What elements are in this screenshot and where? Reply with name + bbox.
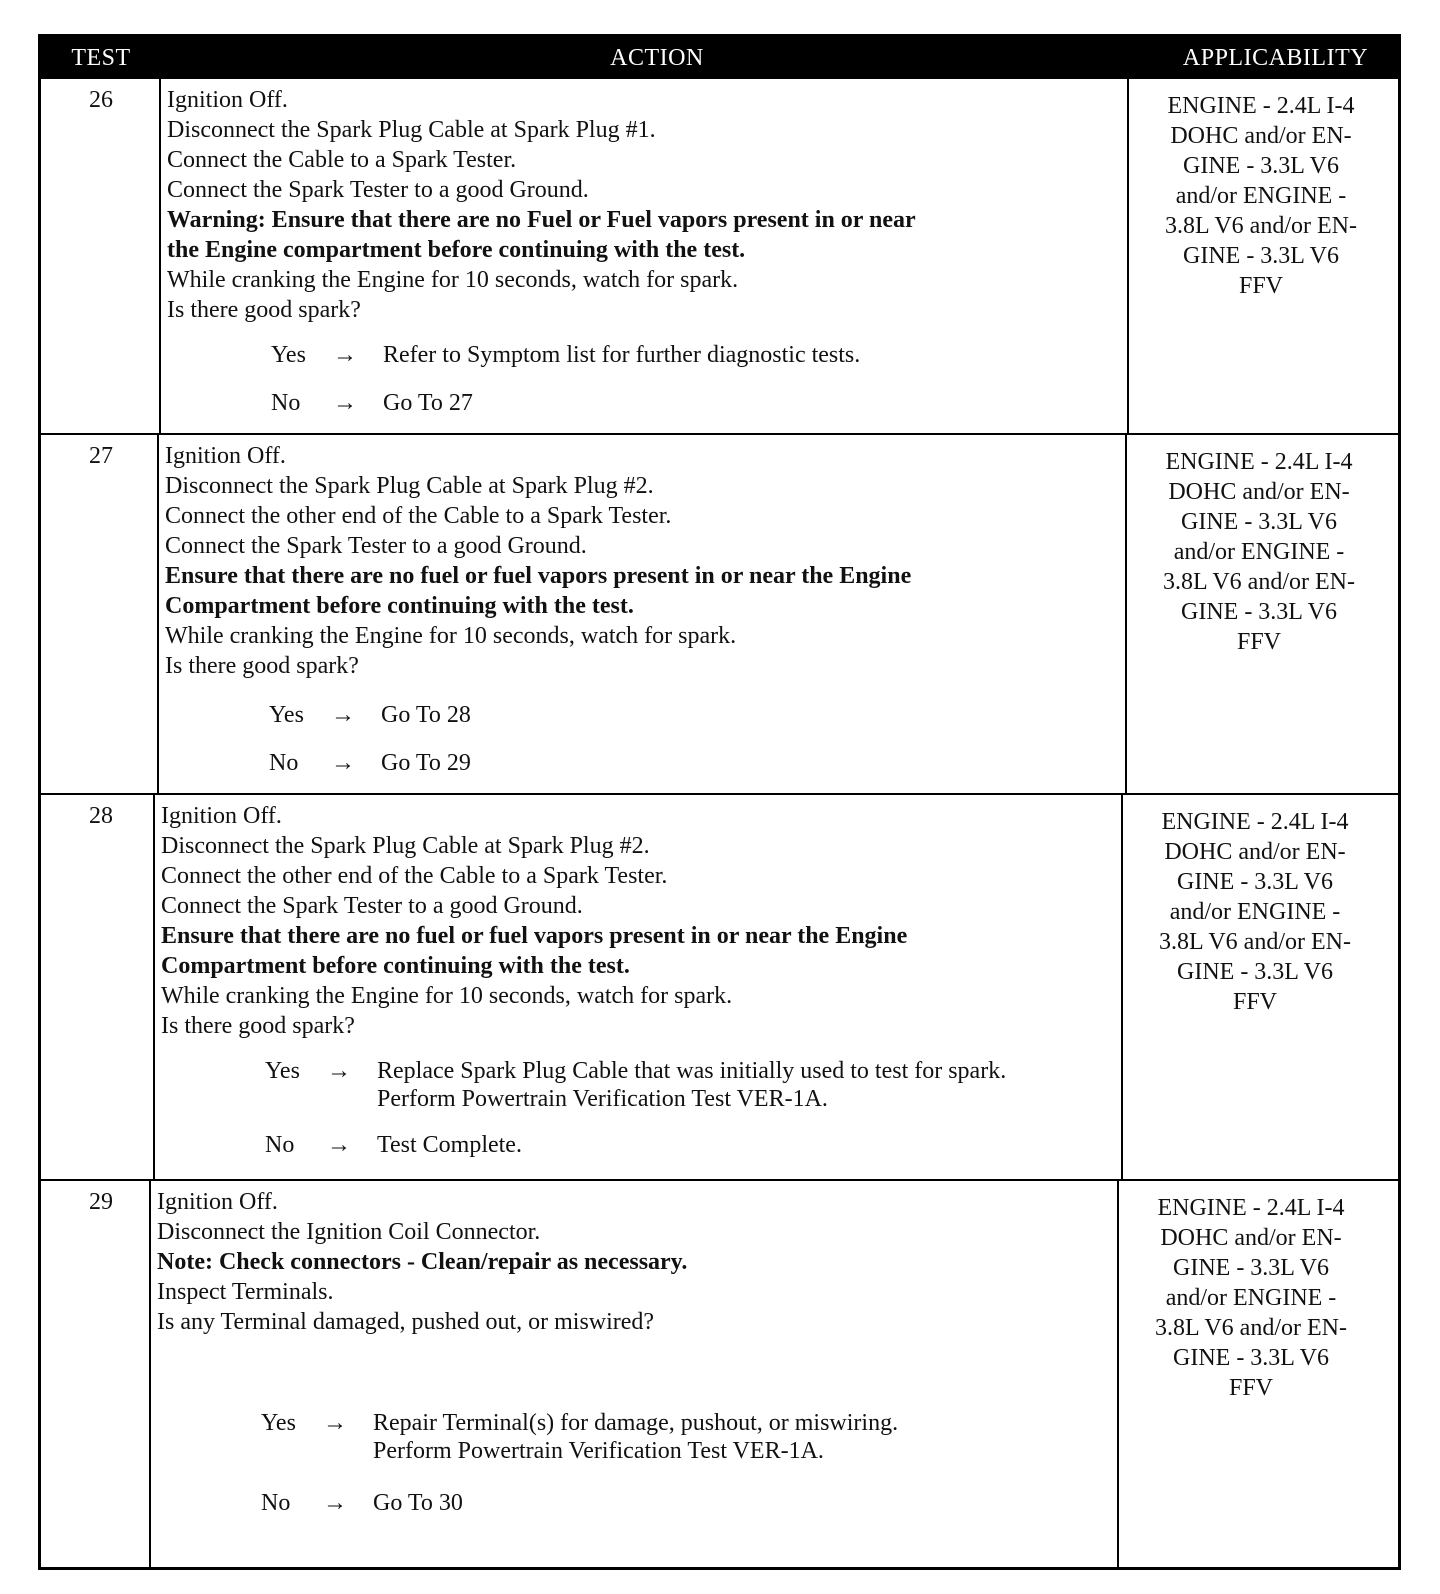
test-row bbox=[41, 1179, 1398, 1567]
arrow-icon: → bbox=[323, 1410, 347, 1436]
result-line: Perform Powertrain Verification Test VER-1A. bbox=[377, 1086, 828, 1112]
yes-result bbox=[377, 1057, 1006, 1113]
action-text bbox=[157, 1187, 687, 1337]
result-line: Go To 27 bbox=[383, 390, 473, 416]
result-line: Go To 28 bbox=[381, 702, 471, 728]
applicability-line: DOHC and/or EN- bbox=[1160, 1225, 1342, 1251]
arrow-icon: → bbox=[327, 1058, 351, 1084]
action-line: While cranking the Engine for 10 seconds, watch for spark. bbox=[165, 623, 737, 649]
applicability-line: GINE - 3.3L V6 bbox=[1181, 599, 1337, 625]
no-result bbox=[381, 749, 471, 777]
action-line: Connect the Spark Tester to a good Ground. bbox=[161, 893, 583, 919]
test-row bbox=[41, 793, 1398, 1179]
applicability-line: ENGINE - 2.4L I-4 bbox=[1165, 449, 1353, 475]
applicability-line: 3.8L V6 and/or EN- bbox=[1165, 213, 1357, 239]
table-header bbox=[41, 37, 1398, 79]
result-line: Replace Spark Plug Cable that was initially used to test for spark. bbox=[377, 1058, 1007, 1084]
applicability-line: 3.8L V6 and/or EN- bbox=[1163, 569, 1355, 595]
applicability-line: FFV bbox=[1228, 1375, 1274, 1401]
warning-line: Ensure that there are no fuel or fuel vapors present in or near the Engine bbox=[161, 923, 908, 949]
applicability-line: ENGINE - 2.4L I-4 bbox=[1161, 809, 1349, 835]
applicability-text bbox=[1133, 807, 1377, 1017]
no-label: No bbox=[271, 390, 301, 416]
action-line: Is any Terminal damaged, pushed out, or miswired? bbox=[157, 1309, 655, 1335]
test-number: 27 bbox=[89, 443, 113, 469]
test-row bbox=[41, 433, 1398, 793]
arrow-icon: → bbox=[331, 702, 355, 728]
result-line: Go To 29 bbox=[381, 750, 471, 776]
applicability-line: and/or ENGINE - bbox=[1165, 1285, 1337, 1311]
applicability-line: GINE - 3.3L V6 bbox=[1173, 1255, 1329, 1281]
applicability-line: DOHC and/or EN- bbox=[1164, 839, 1346, 865]
no-label: No bbox=[261, 1490, 291, 1516]
yes-result bbox=[373, 1409, 898, 1465]
arrow-icon: → bbox=[327, 1132, 351, 1158]
yes-label: Yes bbox=[261, 1410, 296, 1436]
warning-line: Warning: Ensure that there are no Fuel or Fuel vapors present in or near bbox=[167, 207, 916, 233]
column-divider bbox=[153, 795, 155, 1179]
applicability-line: 3.8L V6 and/or EN- bbox=[1159, 929, 1351, 955]
column-divider bbox=[1117, 1181, 1119, 1567]
action-line: Connect the other end of the Cable to a Spark Tester. bbox=[161, 863, 668, 889]
test-number: 26 bbox=[89, 87, 113, 113]
applicability-line: 3.8L V6 and/or EN- bbox=[1155, 1315, 1347, 1341]
applicability-line: GINE - 3.3L V6 bbox=[1183, 153, 1339, 179]
applicability-line: FFV bbox=[1236, 629, 1282, 655]
column-divider bbox=[157, 435, 159, 793]
arrow-icon: → bbox=[323, 1490, 347, 1516]
test-row bbox=[41, 79, 1398, 433]
yes-result bbox=[381, 701, 471, 729]
result-line: Repair Terminal(s) for damage, pushout, or miswiring. bbox=[373, 1410, 899, 1436]
result-line: Refer to Symptom list for further diagnostic tests. bbox=[383, 342, 861, 368]
action-line: Inspect Terminals. bbox=[157, 1279, 334, 1305]
arrow-icon: → bbox=[333, 342, 357, 368]
result-line: Perform Powertrain Verification Test VER-1A. bbox=[373, 1438, 824, 1464]
warning-line: Note: Check connectors - Clean/repair as necessary. bbox=[157, 1249, 688, 1275]
no-label: No bbox=[265, 1132, 295, 1158]
test-number: 28 bbox=[89, 803, 113, 829]
applicability-line: DOHC and/or EN- bbox=[1168, 479, 1350, 505]
applicability-line: GINE - 3.3L V6 bbox=[1177, 869, 1333, 895]
applicability-line: and/or ENGINE - bbox=[1175, 183, 1347, 209]
action-line: Connect the Spark Tester to a good Ground. bbox=[167, 177, 589, 203]
action-text bbox=[165, 441, 911, 681]
applicability-line: GINE - 3.3L V6 bbox=[1181, 509, 1337, 535]
action-line: Disconnect the Spark Plug Cable at Spark Plug #1. bbox=[167, 117, 656, 143]
action-line: While cranking the Engine for 10 seconds, watch for spark. bbox=[161, 983, 733, 1009]
diagnostic-test-table bbox=[38, 34, 1401, 1570]
applicability-line: ENGINE - 2.4L I-4 bbox=[1157, 1195, 1345, 1221]
arrow-icon: → bbox=[331, 750, 355, 776]
action-text bbox=[167, 85, 916, 325]
warning-line: Ensure that there are no fuel or fuel vapors present in or near the Engine bbox=[165, 563, 912, 589]
applicability-line: FFV bbox=[1238, 273, 1284, 299]
action-line: While cranking the Engine for 10 seconds, watch for spark. bbox=[167, 267, 739, 293]
action-line: Is there good spark? bbox=[167, 297, 361, 323]
applicability-line: and/or ENGINE - bbox=[1173, 539, 1345, 565]
column-divider bbox=[1121, 795, 1123, 1179]
action-line: Is there good spark? bbox=[161, 1013, 355, 1039]
column-divider bbox=[1125, 435, 1127, 793]
yes-result bbox=[383, 341, 860, 369]
action-line: Ignition Off. bbox=[167, 87, 288, 113]
action-line: Disconnect the Ignition Coil Connector. bbox=[157, 1219, 541, 1245]
applicability-text bbox=[1129, 1193, 1373, 1403]
action-line: Disconnect the Spark Plug Cable at Spark Plug #2. bbox=[161, 833, 650, 859]
applicability-line: ENGINE - 2.4L I-4 bbox=[1167, 93, 1355, 119]
result-line: Go To 30 bbox=[373, 1490, 463, 1516]
action-line: Connect the Cable to a Spark Tester. bbox=[167, 147, 517, 173]
applicability-line: DOHC and/or EN- bbox=[1170, 123, 1352, 149]
column-divider bbox=[159, 79, 161, 433]
arrow-icon: → bbox=[333, 390, 357, 416]
applicability-text bbox=[1137, 447, 1381, 657]
no-result bbox=[373, 1489, 463, 1517]
action-line: Connect the other end of the Cable to a Spark Tester. bbox=[165, 503, 672, 529]
applicability-line: GINE - 3.3L V6 bbox=[1173, 1345, 1329, 1371]
warning-line: the Engine compartment before continuing with the test. bbox=[167, 237, 746, 263]
test-number: 29 bbox=[89, 1189, 113, 1215]
action-line: Is there good spark? bbox=[165, 653, 359, 679]
no-label: No bbox=[269, 750, 299, 776]
yes-label: Yes bbox=[265, 1058, 300, 1084]
applicability-line: GINE - 3.3L V6 bbox=[1177, 959, 1333, 985]
applicability-line: GINE - 3.3L V6 bbox=[1183, 243, 1339, 269]
column-divider bbox=[1127, 79, 1129, 433]
warning-line: Compartment before continuing with the test. bbox=[165, 593, 634, 619]
action-line: Ignition Off. bbox=[161, 803, 282, 829]
yes-label: Yes bbox=[269, 702, 304, 728]
applicability-line: FFV bbox=[1232, 989, 1278, 1015]
no-result bbox=[377, 1131, 522, 1159]
result-line: Test Complete. bbox=[377, 1132, 522, 1158]
header-test: TEST bbox=[71, 45, 131, 71]
action-text bbox=[161, 801, 907, 1041]
header-applicability: APPLICABILITY bbox=[1182, 45, 1369, 71]
action-line: Ignition Off. bbox=[157, 1189, 278, 1215]
header-action: ACTION bbox=[610, 45, 704, 71]
column-divider bbox=[149, 1181, 151, 1567]
action-line: Disconnect the Spark Plug Cable at Spark Plug #2. bbox=[165, 473, 654, 499]
action-line: Ignition Off. bbox=[165, 443, 286, 469]
action-line: Connect the Spark Tester to a good Ground. bbox=[165, 533, 587, 559]
applicability-line: and/or ENGINE - bbox=[1169, 899, 1341, 925]
no-result bbox=[383, 389, 473, 417]
yes-label: Yes bbox=[271, 342, 306, 368]
warning-line: Compartment before continuing with the test. bbox=[161, 953, 630, 979]
applicability-text bbox=[1139, 91, 1383, 301]
